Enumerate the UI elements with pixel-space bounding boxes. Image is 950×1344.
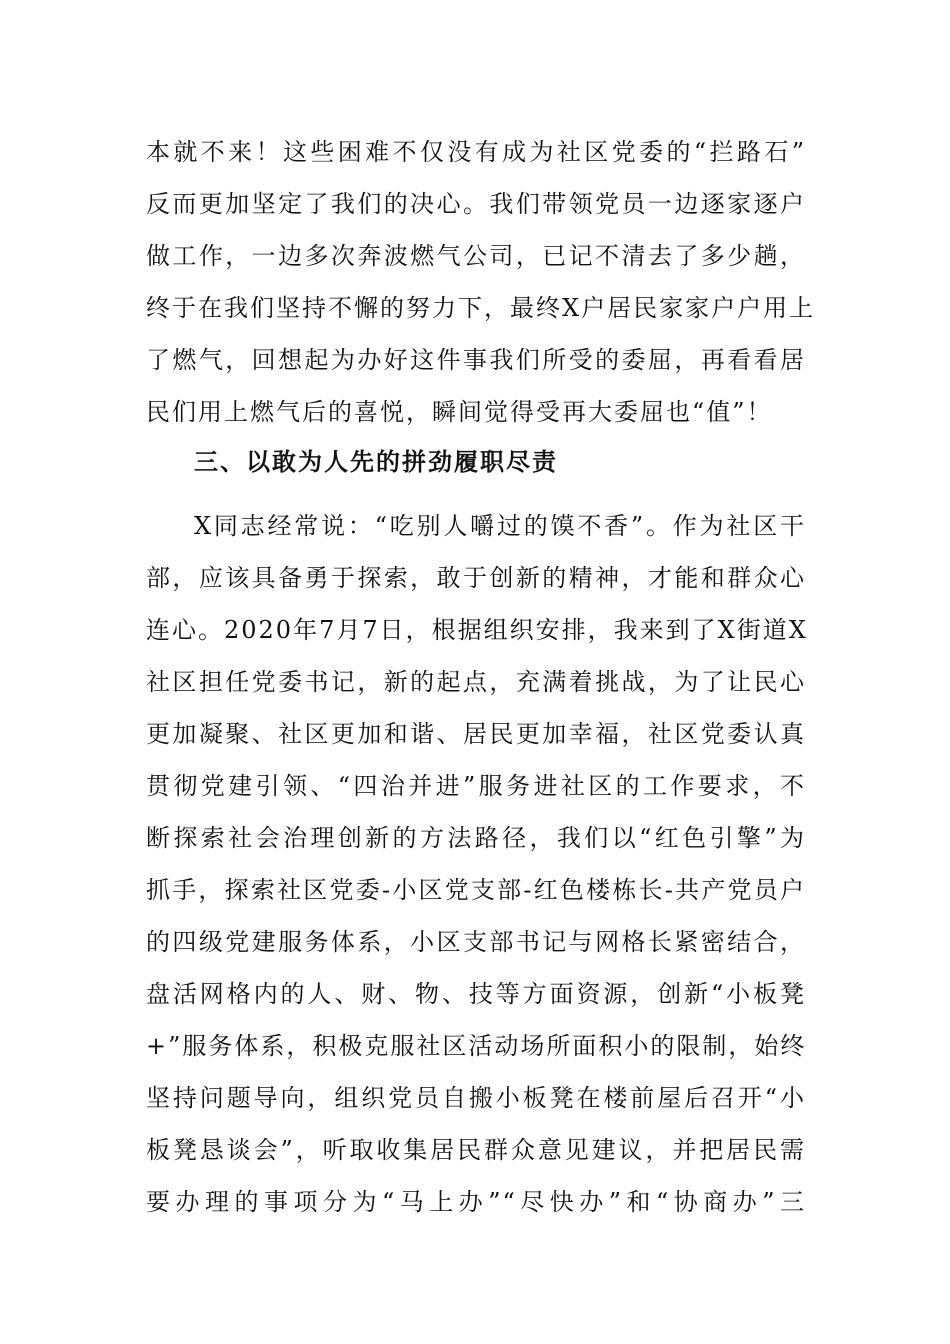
paragraph-line: 盘活网格内的人、财、物、技等方面资源，创新“小板凳 bbox=[146, 980, 806, 1008]
paragraph-line: 连心。2020年7月7日，根据组织安排，我来到了X街道X bbox=[146, 616, 808, 644]
paragraph-innovation bbox=[146, 500, 806, 1228]
paragraph-line: 的四级党建服务体系，小区支部书记与网格长紧密结合， bbox=[146, 928, 806, 956]
section-heading-block bbox=[146, 436, 806, 488]
paragraph-line: 板凳恳谈会”，听取收集居民群众意见建议，并把居民需 bbox=[146, 1136, 806, 1164]
paragraph-line: 民们用上燃气后的喜悦，瞬间觉得受再大委屈也“值”！ bbox=[146, 398, 773, 426]
paragraph-line: 部，应该具备勇于探索，敢于创新的精神，才能和群众心 bbox=[146, 564, 806, 592]
paragraph-line: 断探索社会治理创新的方法路径，我们以“红色引擎”为 bbox=[146, 824, 806, 852]
paragraph-line: X同志经常说：“吃别人嚼过的馍不香”。作为社区干 bbox=[194, 512, 806, 540]
paragraph-line: 做工作，一边多次奔波燃气公司，已记不清去了多少趟， bbox=[146, 242, 806, 270]
paragraph-utility-gas bbox=[146, 126, 816, 438]
paragraph-line: 更加凝聚、社区更加和谐、居民更加幸福，社区党委认真 bbox=[146, 720, 806, 748]
paragraph-line: 本就不来！这些困难不仅没有成为社区党委的“拦路石” bbox=[146, 138, 806, 166]
section-heading: 三、以敢为人先的拼劲履职尽责 bbox=[194, 448, 558, 476]
paragraph-line: 终于在我们坚持不懈的努力下，最终X户居民家家户户用上 bbox=[146, 294, 816, 322]
paragraph-line: 要办理的事项分为“马上办”“尽快办”和“协商办”三 bbox=[146, 1188, 806, 1216]
paragraph-line: 反而更加坚定了我们的决心。我们带领党员一边逐家逐户 bbox=[146, 190, 806, 218]
paragraph-line: 抓手，探索社区党委-小区党支部-红色楼栋长-共产党员户 bbox=[146, 876, 806, 904]
paragraph-line: 坚持问题导向，组织党员自搬小板凳在楼前屋后召开“小 bbox=[146, 1084, 806, 1112]
paragraph-line: 社区担任党委书记，新的起点，充满着挑战，为了让民心 bbox=[146, 668, 806, 696]
paragraph-line: 了燃气，回想起为办好这件事我们所受的委屈，再看看居 bbox=[146, 346, 806, 374]
paragraph-line: +”服务体系，积极克服社区活动场所面积小的限制，始终 bbox=[146, 1032, 807, 1060]
paragraph-line: 贯彻党建引领、“四治并进”服务进社区的工作要求，不 bbox=[146, 772, 806, 800]
